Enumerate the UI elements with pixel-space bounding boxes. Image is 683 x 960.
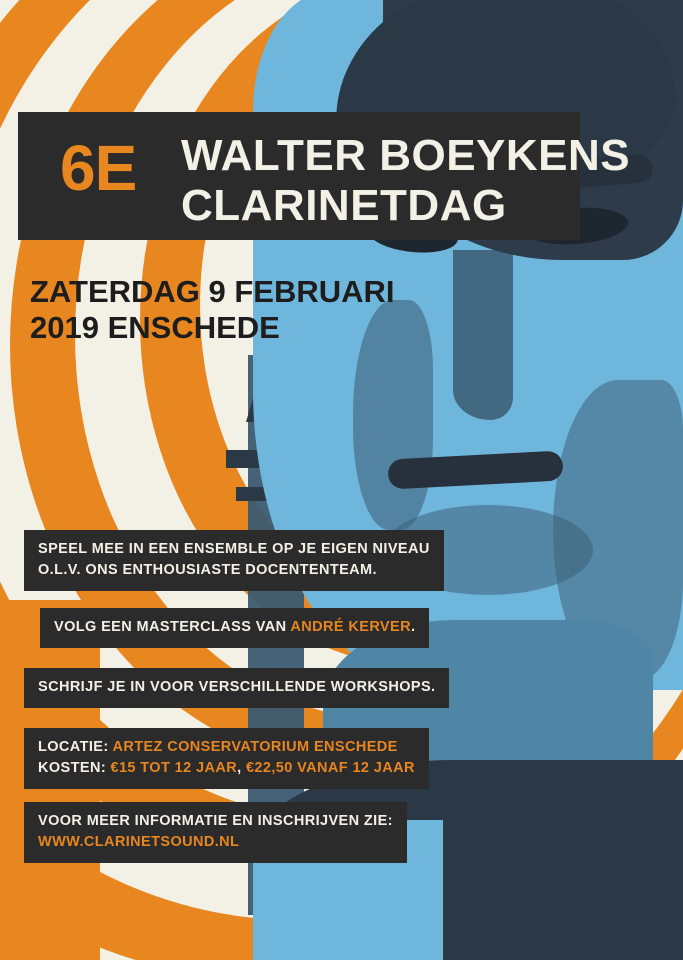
info-costs-separator: ,: [237, 760, 246, 777]
info-costs-value-2: €22,50 VANAF 12 JAAR: [245, 760, 415, 777]
info-location-costs: [24, 728, 429, 789]
event-date-line-1: ZATERDAG 9 FEBRUARI: [30, 274, 395, 309]
title-banner: [18, 112, 631, 240]
info-location-row: [38, 737, 415, 758]
info-workshops-text: SCHRIJF JE IN VOOR VERSCHILLENDE WORKSHOPS.: [38, 679, 436, 695]
info-masterclass: [40, 608, 429, 648]
info-costs-row: [38, 758, 415, 779]
info-costs-label: KOSTEN:: [38, 760, 111, 777]
website-link[interactable]: WWW.CLARINETSOUND.NL: [38, 834, 240, 851]
info-masterclass-prefix: VOLG EEN MASTERCLASS VAN: [54, 619, 291, 635]
info-ensemble: [24, 530, 444, 591]
info-website: [24, 802, 407, 863]
info-website-label: VOOR MEER INFORMATIE EN INSCHRIJVEN ZIE:: [38, 813, 393, 829]
event-date-line-2: 2019 ENSCHEDE: [30, 310, 280, 345]
portrait-nose: [453, 250, 513, 420]
edition-number: 6E: [60, 132, 137, 204]
portrait-cheek-shadow: [353, 300, 433, 530]
info-ensemble-line-1: SPEEL MEE IN EEN ENSEMBLE OP JE EIGEN NIVEAU: [38, 541, 430, 557]
info-costs-value-1: €15 TOT 12 JAAR: [110, 760, 238, 777]
info-workshops: [24, 668, 449, 708]
info-ensemble-line-2: O.L.V. ONS ENTHOUSIASTE DOCENTENTEAM.: [38, 562, 377, 579]
title-line-2: CLARINETDAG: [181, 181, 507, 230]
info-location-value: ARTEZ CONSERVATORIUM ENSCHEDE: [112, 739, 398, 755]
info-masterclass-name: ANDRÉ KERVER: [290, 619, 411, 635]
title-line-1: WALTER BOEYKENS: [181, 131, 631, 180]
info-location-label: LOCATIE:: [38, 739, 113, 755]
info-masterclass-suffix: .: [410, 619, 416, 635]
